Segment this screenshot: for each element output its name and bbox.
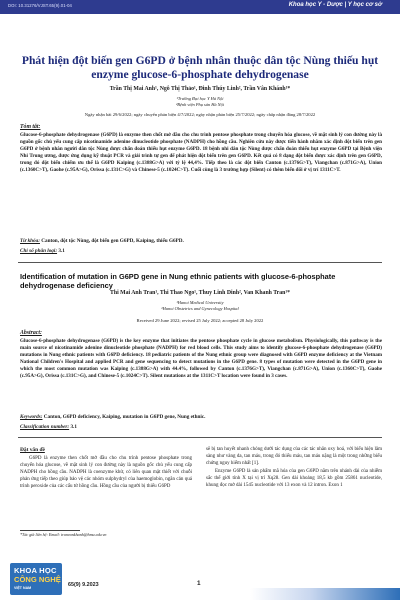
body-column-right [206,447,382,490]
page-number: 1 [197,580,201,587]
logo-text-line2: CÔNG NGHỆ [14,575,61,584]
body-divider [18,437,382,438]
classification-label-en: Classification number: [20,424,70,430]
logo-text-line1: KHOA HỌC [14,566,57,575]
corresponding-author-footnote: *Tác giả liên hệ: Email: tranvankhanh@hmu.edu.vn [20,532,107,537]
section-divider [18,262,382,263]
keywords-value: Canton, đột tộc Nùng, đột biến gen G6PD, Kaiping, thiếu G6PD. [41,238,184,244]
journal-header-bar [0,0,400,14]
vietnamese-dates: Ngày nhận bài 29/6/2022; ngày chuyển phản biện 4/7/2022; ngày nhận phản biện 25/7/2022; ngày chấp nhận đăng 28/7/2022 [84,112,316,117]
journal-section: Khoa học Y - Dược | Y học cơ sở [288,2,382,8]
affiliation-2: ²Bệnh viện Phụ sản Hà Nội [175,102,225,108]
doi-text: DOI: 10.31276/VJST.65(9).01-04 [8,3,72,8]
introduction-paragraph-1-cont: sẽ bị tan huyết nhanh chóng dưới tác dụng của các tác nhân oxy hoá, với biểu hiện lâm sàng như vàng da, tan máu, trong đó thiếu máu, tan máu nặng là một trong những biểu chứng nguy hiểm nhất [1]. [206,447,382,466]
journal-logo [10,563,62,595]
summary-heading: Tóm tắt: [20,124,41,130]
english-classification [20,424,382,430]
vietnamese-summary: Glucose-6-phosphate dehydrogenase (G6PD) là enzyme then chốt mở đầu cho chu trình pentose phosphate trong chuyển hóa glucose, về mặt sinh lý con đường này là nguồn gốc chủ yếu cung cấp nicotinamide adenine dinucleotide phosphate (NADPH) cho hồng cầu. Nghiên cứu này được tiến hành nhằm xác định đột biến trên gen G6PD ở bệnh nhân người dân tộc Nùng được chẩn đoán thiếu hụt enzyme G6PD. 18 bệnh nhi dân tộc Nùng được chẩn đoán thiếu hụt enzyme G6PD tại Bệnh viện Nhi Trung ương, được ứng dụng kỹ thuật PCR và giải trình tự gen để phát hiện đột biến trên gen G6PD. Kết quả có 8 dạng đột biến được xác định trên gen G6PD, trong đó đột biến chiếm ưu thế là G6PD Kaiping (c.1388G>A) với tỷ lệ 44,4%. Tiếp theo là các đột biến Canton (c.1376G>T), Viangchan (c.871G>A), Union (c.1360C>T), Gaohe (c.95A>G), Orissa (c.131C>G) và Chinese-5 (c.1024C>T). Cuối cùng là 3 trường hợp (Silent) có thêm biến đổi ở vị trí 1311C>T. [20,132,382,173]
logo-text-line3: VIỆT NAM [14,586,32,590]
introduction-paragraph-2: Enzyme G6PD là sản phẩm mã hóa của gen G6PD nằm trên nhánh dài của nhiễm sắc thể giới tính X tại vị trí Xq28. Gen dài khoảng 18,5 kb gồm 25861 nucleotide, khung đọc mở dài 1545 nucleotide với 13 exon và 12 intron. Exon 1 [206,468,382,488]
vietnamese-keywords [20,238,382,244]
english-dates: Received 29 June 2022; revised 25 July 2022; accepted 28 July 2022 [136,318,264,323]
classification-label: Chỉ số phân loại: [20,248,58,254]
introduction-paragraph-1: G6PD là enzyme then chốt mở đầu cho chu trình pentose phosphate trong chuyển hóa glucose, về mặt sinh lý con đường này là nguồn gốc chủ yếu cung cấp NADPH cho hồng cầu. NADPH là coenzyme khử, có liên quan mật thiết với chuỗi phản ứng tiếp theo giúp bảo vệ các nhóm sulphydryl của haemoglobin, ngăn cản quá trình peroxide của các cấu tử hồng cầu. Hồng cầu của người bị thiếu G6PD [20,455,192,489]
keywords-label: Từ khóa: [20,238,40,244]
vietnamese-authors: Trần Thị Mai Anh¹, Ngô Thị Thảo¹, Đinh Thúy Linh², Trần Vân Khánh¹* [109,86,291,92]
issue-number: 65(9) 9.2023 [68,582,99,588]
english-authors: Thi Mai Anh Tran¹, Thi Thao Ngo¹, Thuy Linh Dinh², Van Khanh Tran¹* [109,290,291,296]
english-title: Identification of mutation in G6PD gene in Nung ethnic patients with glucose-6-phosphate dehydrogenase deficiency [20,272,336,291]
classification-value: 3.1 [58,248,65,254]
english-keywords [20,414,382,420]
abstract-heading: Abstract: [20,330,42,336]
footer-decoration [250,588,400,600]
introduction-heading: Đặt vấn đề [20,447,45,453]
classification-value-en: 3.1 [70,424,77,430]
vietnamese-affiliations [20,96,380,109]
body-column-left [20,447,192,491]
affiliation-1-en: ¹Hanoi Medical University [176,300,224,305]
english-affiliations [20,300,380,313]
keywords-value-en: Canton, G6PD deficiency, Kaiping, mutation in G6PD gene, Nung ethnic. [43,414,206,420]
affiliation-2-en: ²Hanoi Obstetrics and Gynecology Hospital [161,306,239,312]
vietnamese-classification [20,248,382,254]
english-abstract: Glucose-6-phosphate dehydrogenase (G6PD) is the key enzyme that initiates the pentose phosphate cycle in glucose metabolism. Physiologically, this pathway is the main source of nicotinamide adenine dinucleotide phosphate (NADPH) for red blood cells. This study aims to identify glucose-6-phosphate dehydrogenase (G6PD) mutations in Nung ethnic patients with G6PD deficiency. 18 pediatric patients of the Nung ethnic group were diagnosed with G6PD enzyme deficiency at the Vietnam National Children's Hospital and applied PCR and gene sequencing to detect mutations in the G6PD gene. 8 types of mutation were detected in the G6PD gene in which the most common mutation was Kaiping (c.1388G>A) with 44.4%, followed by Canton (c.1376G>T), Viangchan (c.871G>A), Union (c.1360C>T), Gaohe (c.95A>G), Orissa (c.131C>G), and Chinese-5 (c.1024C>T). Silent mutations at the 1311C>T location were found in 3 cases. [20,338,382,379]
affiliation-1: ¹Trường Đại học Y Hà Nội [176,96,224,101]
vietnamese-title: Phát hiện đột biến gen G6PD ở bệnh nhân thuộc dân tộc Nùng thiếu hụt enzyme glucose-6-phosphate dehydrogenase [21,54,379,82]
keywords-label-en: Keywords: [20,414,43,420]
footnote-divider [20,530,80,531]
